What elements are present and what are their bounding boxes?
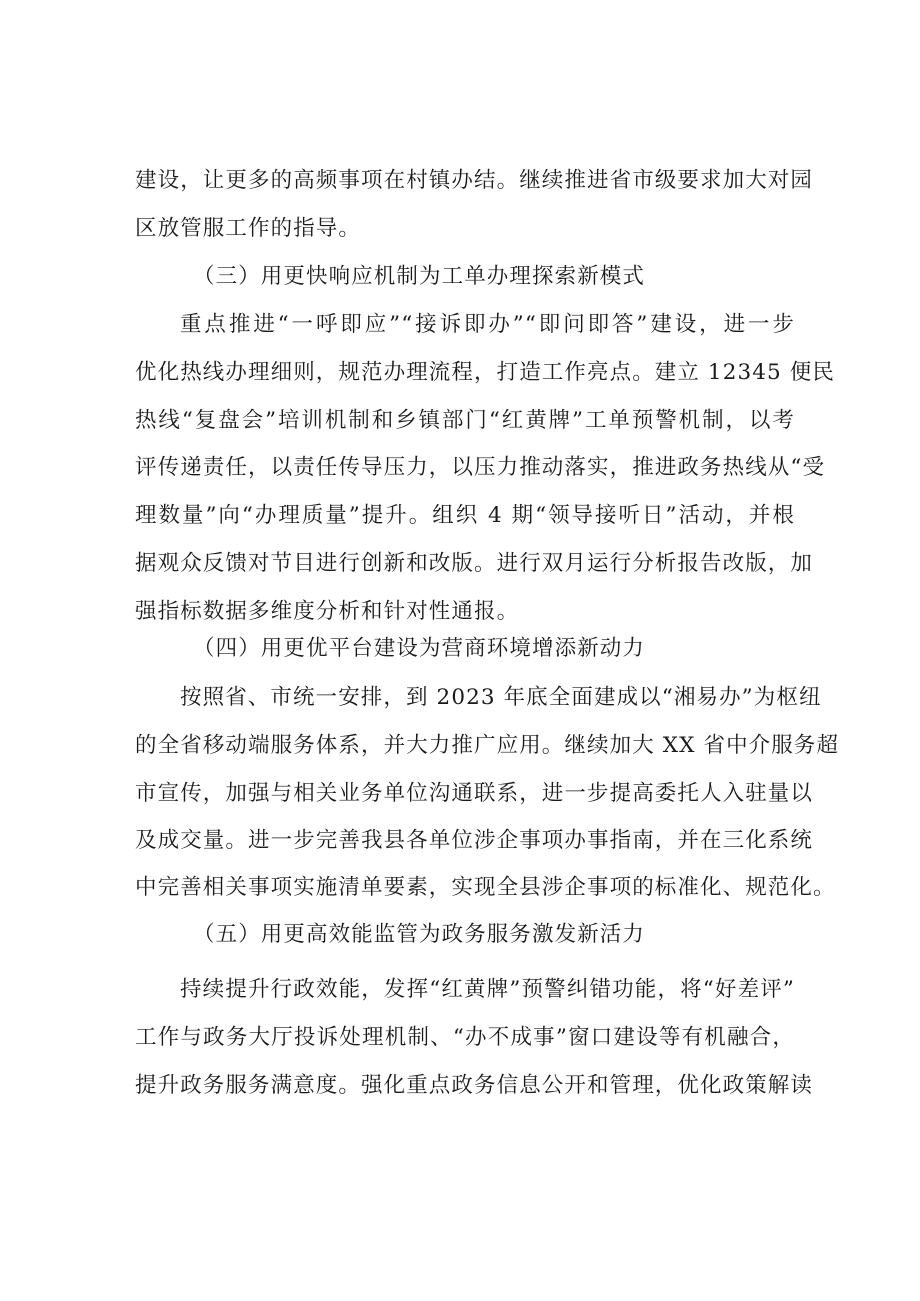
body-line: 评传递责任，以责任传导压力，以压力推动落实，推进政务热线从“受	[135, 455, 826, 480]
section-heading-3: （三）用更快响应机制为工单办理探索新模式	[193, 264, 646, 289]
body-line: 持续提升行政效能，发挥“红黄牌”预警纠错功能，将“好差评”	[180, 977, 795, 1002]
body-line: 市宣传，加强与相关业务单位沟通联系，进一步提高委托人入驻量以	[135, 781, 814, 806]
section-heading-4: （四）用更优平台建设为营商环境增添新动力	[193, 636, 646, 661]
body-line: 热线“复盘会”培训机制和乡镇部门“红黄牌”工单预警机制，以考	[135, 408, 795, 433]
body-line: 强指标数据多维度分析和针对性通报。	[135, 599, 520, 624]
body-line: 按照省、市统一安排，到 2023 年底全面建成以“湘易办”为枢纽	[180, 685, 822, 710]
body-line: 的全省移动端服务体系，并大力推广应用。继续加大 XX 省中介服务超	[135, 733, 840, 758]
body-line: 区放管服工作的指导。	[135, 216, 362, 241]
body-line: 理数量”向“办理质量”提升。组织 4 期“领导接听日”活动，并根	[135, 503, 795, 528]
body-line: 工作与政务大厅投诉处理机制、“办不成事”窗口建设等有机融合，	[135, 1025, 795, 1050]
body-line: 据观众反馈对节目进行创新和改版。进行双月运行分析报告改版，加	[135, 551, 814, 576]
body-line: 重点推进“一呼即应”“接诉即办”“即问即答”建设，进一步	[180, 312, 795, 337]
body-line: 提升政务服务满意度。强化重点政务信息公开和管理，优化政策解读	[135, 1073, 814, 1098]
body-line: 优化热线办理细则，规范办理流程，打造工作亮点。建立 12345 便民	[135, 360, 835, 385]
body-line: 中完善相关事项实施清单要素，实现全县涉企事项的标准化、规范化。	[135, 875, 836, 900]
section-heading-5: （五）用更高效能监管为政务服务激发新活力	[193, 922, 646, 947]
body-line: 建设，让更多的高频事项在村镇办结。继续推进省市级要求加大对园	[135, 168, 814, 193]
body-line: 及成交量。进一步完善我县各单位涉企事项办事指南，并在三化系统	[135, 828, 814, 853]
